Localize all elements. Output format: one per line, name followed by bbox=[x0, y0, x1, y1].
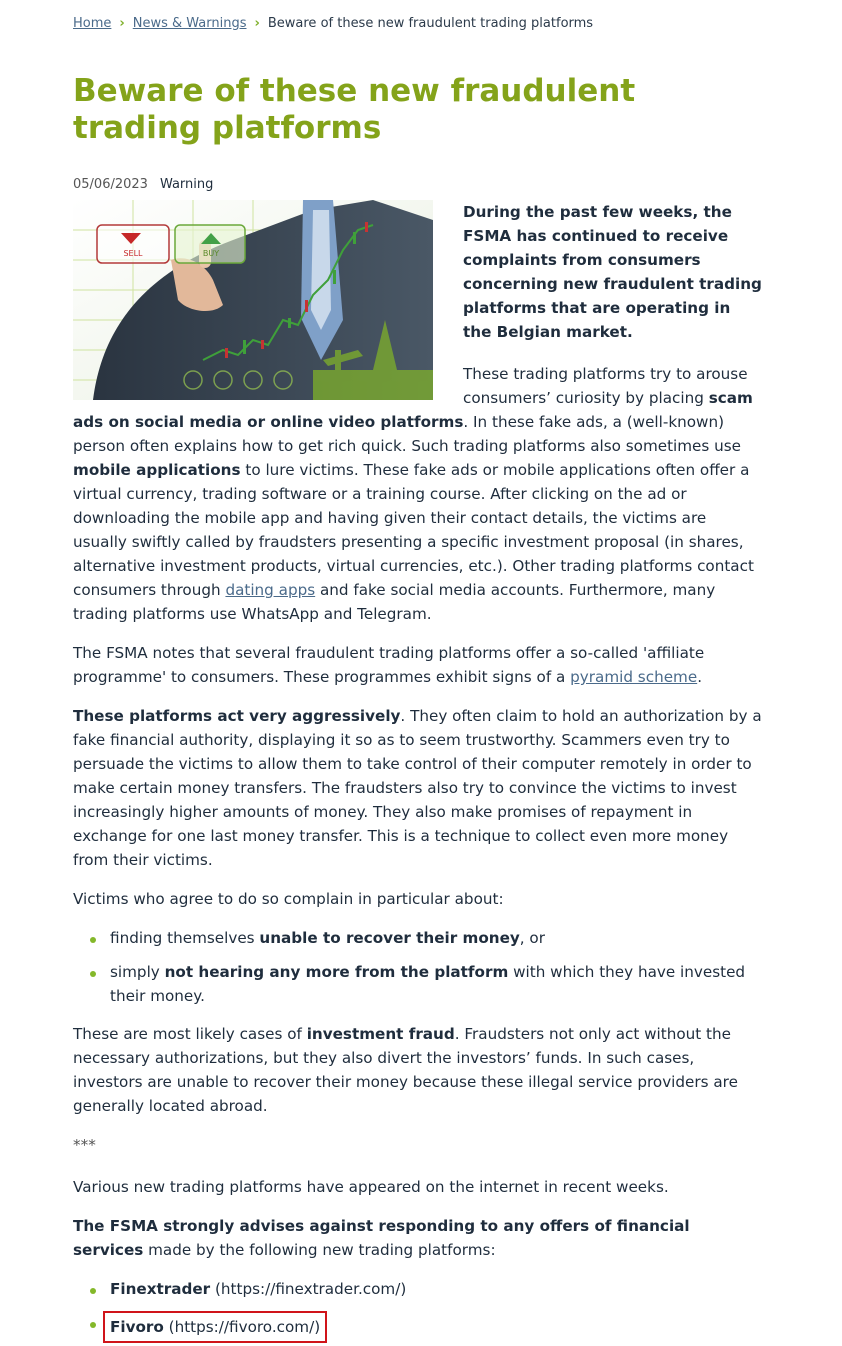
chevron-right-icon: › bbox=[119, 16, 125, 31]
platform-item bbox=[73, 1311, 763, 1343]
bullet-icon bbox=[90, 971, 96, 977]
list-item: finding themselves unable to recover their money, or bbox=[73, 926, 763, 950]
paragraph-1: These trading platforms try to arouse consumers’ curiosity by placing scam ads on social media or online video platforms. In these fake ads, a (well-known) person often explains how to get rich quick. Such trading platforms also sometimes use mobile applications to lure victims. These fake ads or mobile applications often offer a virtual currency, trading software or a training course. After clicking on the ad or downloading the mobile app and having given their contact details, the victims are usually swiftly called by fraudsters presenting a specific investment proposal (in shares, alternative investment products, virtual currencies, etc.). Other trading platforms contact consumers through dating apps and fake social media accounts. Furthermore, many trading platforms use WhatsApp and Telegram. bbox=[73, 365, 754, 623]
highlighted-platform: Fivoro (https://fivoro.com/) bbox=[103, 1311, 327, 1343]
complaints-list bbox=[73, 926, 763, 1008]
breadcrumb-home-link[interactable]: Home bbox=[73, 16, 112, 31]
page-title: Beware of these new fraudulent trading platforms bbox=[73, 73, 636, 146]
paragraph-2: The FSMA notes that several fraudulent trading platforms offer a so-called 'affiliate programme' to consumers. These programmes exhibit signs of a pyramid scheme. bbox=[73, 644, 705, 686]
platforms-list bbox=[73, 1277, 763, 1343]
breadcrumb-news-link[interactable]: News & Warnings bbox=[132, 16, 247, 31]
bullet-icon bbox=[90, 1288, 96, 1294]
sell-label: SELL bbox=[123, 249, 143, 258]
paragraph-5: These are most likely cases of investment fraud. Fraudsters not only act without the necessary authorizations, but they also divert the investors’ funds. In such cases, investors are unable to recover their money because these illegal service providers are generally located abroad. bbox=[73, 1025, 738, 1115]
bullet-icon bbox=[90, 937, 96, 943]
article-date: 05/06/2023 bbox=[73, 177, 148, 192]
breadcrumb bbox=[73, 16, 593, 31]
article-meta bbox=[73, 177, 213, 192]
paragraph-3: These platforms act very aggressively. They often claim to hold an authorization by a fake financial authority, displaying it so as to seem trustworthy. Scammers even try to persuade the victims to allow them to take control of their computer remotely in order to make certain money transfers. The fraudsters also try to convince the victims to invest increasingly higher amounts of money. They also make promises of repayment in exchange for one last money transfer. This is a technique to collect even more money from their victims. bbox=[73, 707, 762, 869]
dating-apps-link[interactable]: dating apps bbox=[225, 581, 316, 599]
chevron-right-icon: › bbox=[254, 16, 260, 31]
section-separator: *** bbox=[73, 1136, 96, 1154]
buy-label: BUY bbox=[202, 249, 220, 258]
article-body bbox=[73, 200, 763, 1346]
paragraph-4: Victims who agree to do so complain in particular about: bbox=[73, 890, 504, 908]
paragraph-6: Various new trading platforms have appeared on the internet in recent weeks. bbox=[73, 1178, 669, 1196]
bullet-icon bbox=[90, 1322, 96, 1328]
breadcrumb-current: Beware of these new fraudulent trading platforms bbox=[267, 16, 594, 31]
platform-item: Finextrader (https://finextrader.com/) bbox=[73, 1277, 763, 1301]
list-item: simply not hearing any more from the platform with which they have invested their money. bbox=[73, 960, 763, 1008]
article-type: Warning bbox=[159, 177, 214, 192]
article-intro: During the past few weeks, the FSMA has continued to receive complaints from consumers concerning new fraudulent trading platforms that are operating in the Belgian market. bbox=[463, 203, 762, 341]
paragraph-7: The FSMA strongly advises against responding to any offers of financial services made by the following new trading platforms: bbox=[73, 1217, 690, 1259]
pyramid-scheme-link[interactable]: pyramid scheme bbox=[570, 668, 698, 686]
